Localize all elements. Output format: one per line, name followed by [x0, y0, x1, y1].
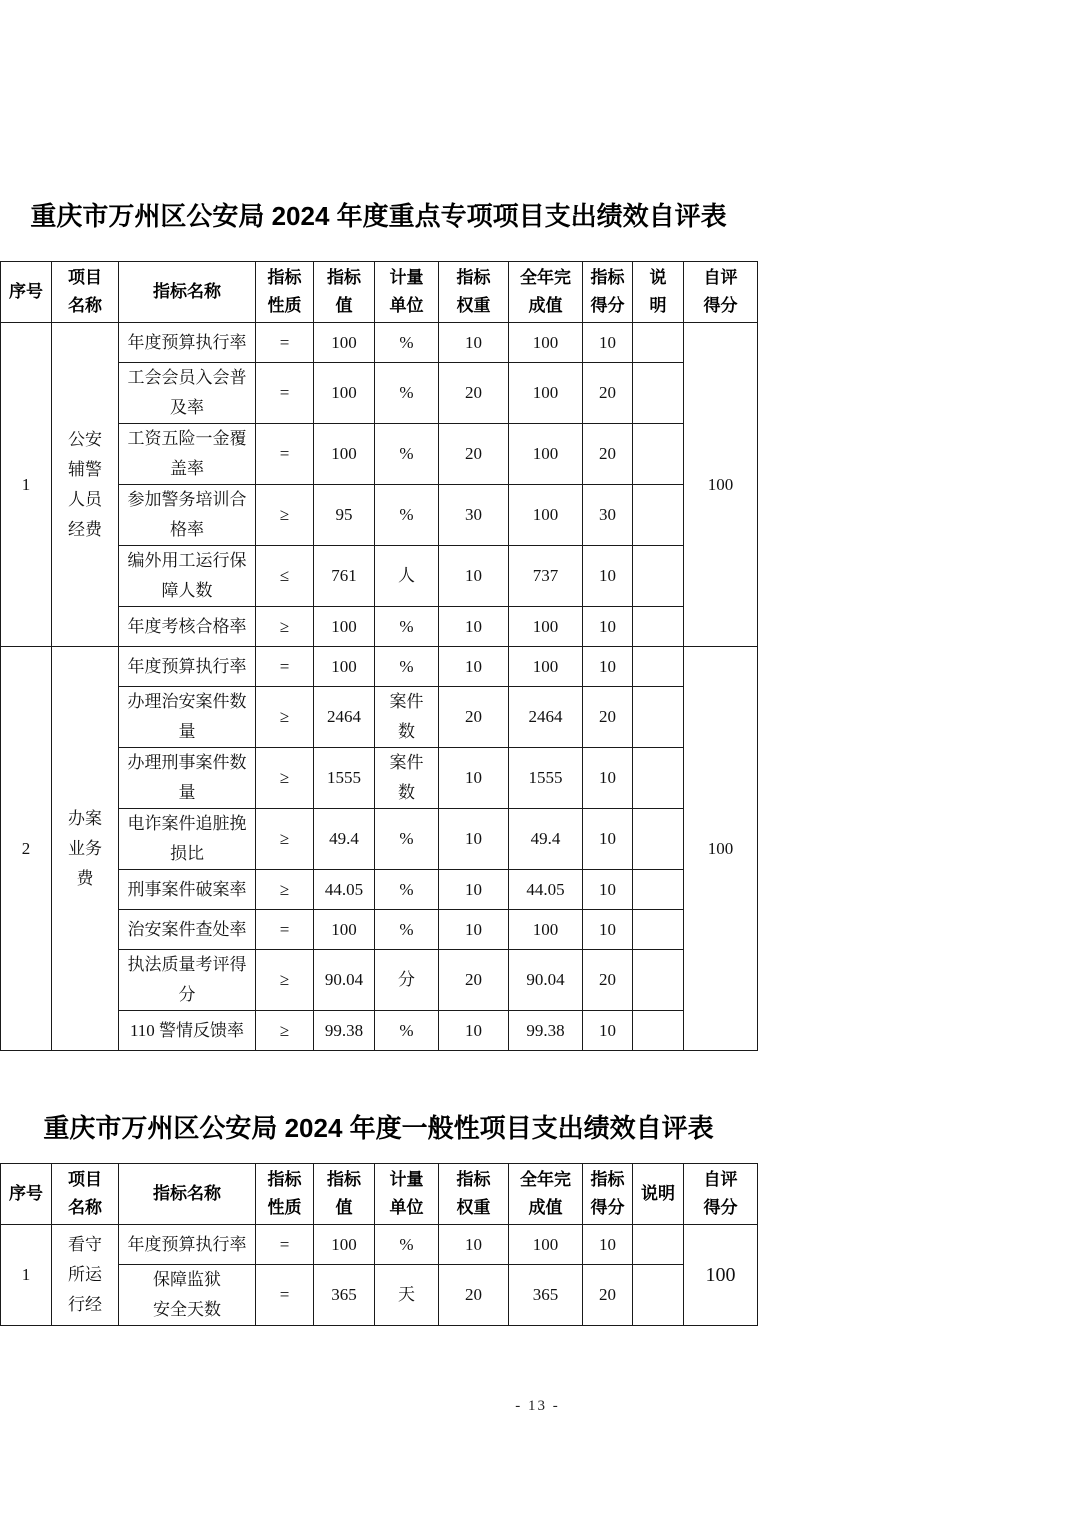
indicator-value-cell: 100: [314, 607, 375, 647]
seq-cell: 2: [1, 647, 52, 1051]
annual-value-cell: 100: [509, 910, 583, 950]
unit-cell: %: [375, 424, 439, 485]
score-cell: 20: [583, 363, 633, 424]
header-cell: 指标 值: [314, 1164, 375, 1225]
note-cell: [633, 1011, 684, 1051]
score-cell: 10: [583, 748, 633, 809]
indicator-name-cell: 治安案件查处率: [119, 910, 256, 950]
indicator-value-cell: 100: [314, 424, 375, 485]
weight-cell: 10: [439, 1011, 509, 1051]
note-cell: [633, 950, 684, 1011]
indicator-nature-cell: =: [256, 363, 314, 424]
page-number: - 13 -: [515, 1398, 560, 1414]
note-cell: [633, 748, 684, 809]
project-name-cell: 看守 所运 行经: [52, 1225, 119, 1326]
weight-cell: 20: [439, 687, 509, 748]
header-cell: 自评 得分: [684, 262, 758, 323]
weight-cell: 10: [439, 607, 509, 647]
annual-value-cell: 90.04: [509, 950, 583, 1011]
annual-value-cell: 100: [509, 1225, 583, 1265]
note-cell: [633, 1265, 684, 1326]
weight-cell: 10: [439, 647, 509, 687]
indicator-name-cell: 工会会员入会普 及率: [119, 363, 256, 424]
note-cell: [633, 424, 684, 485]
score-cell: 20: [583, 950, 633, 1011]
table2-general-projects: [0, 1163, 757, 1326]
indicator-nature-cell: ≥: [256, 687, 314, 748]
note-cell: [633, 323, 684, 363]
self-score-cell: 100: [684, 647, 758, 1051]
indicator-nature-cell: ≥: [256, 809, 314, 870]
weight-cell: 10: [439, 748, 509, 809]
unit-cell: 案件 数: [375, 748, 439, 809]
indicator-value-cell: 365: [314, 1265, 375, 1326]
indicator-value-cell: 1555: [314, 748, 375, 809]
note-cell: [633, 910, 684, 950]
unit-cell: %: [375, 870, 439, 910]
indicator-name-cell: 办理刑事案件数 量: [119, 748, 256, 809]
weight-cell: 20: [439, 1265, 509, 1326]
indicator-value-cell: 99.38: [314, 1011, 375, 1051]
note-cell: [633, 1225, 684, 1265]
weight-cell: 10: [439, 910, 509, 950]
score-cell: 10: [583, 1225, 633, 1265]
indicator-name-cell: 执法质量考评得 分: [119, 950, 256, 1011]
unit-cell: %: [375, 485, 439, 546]
header-cell: 项目 名称: [52, 1164, 119, 1225]
unit-cell: %: [375, 910, 439, 950]
score-cell: 10: [583, 809, 633, 870]
score-cell: 10: [583, 870, 633, 910]
indicator-nature-cell: ≥: [256, 748, 314, 809]
indicator-row: [1, 323, 758, 363]
indicator-nature-cell: ≥: [256, 607, 314, 647]
indicator-row: [1, 1225, 758, 1265]
indicator-value-cell: 44.05: [314, 870, 375, 910]
unit-cell: 分: [375, 950, 439, 1011]
score-cell: 10: [583, 1011, 633, 1051]
annual-value-cell: 2464: [509, 687, 583, 748]
annual-value-cell: 49.4: [509, 809, 583, 870]
seq-cell: 1: [1, 323, 52, 647]
header-cell: 说明: [633, 1164, 684, 1225]
score-cell: 20: [583, 687, 633, 748]
indicator-value-cell: 2464: [314, 687, 375, 748]
indicator-nature-cell: ≥: [256, 485, 314, 546]
selfeval-table: [0, 1163, 758, 1326]
indicator-value-cell: 100: [314, 1225, 375, 1265]
header-cell: 计量 单位: [375, 262, 439, 323]
annual-value-cell: 737: [509, 546, 583, 607]
weight-cell: 10: [439, 546, 509, 607]
unit-cell: %: [375, 809, 439, 870]
annual-value-cell: 99.38: [509, 1011, 583, 1051]
indicator-value-cell: 100: [314, 323, 375, 363]
header-cell: 指标 值: [314, 262, 375, 323]
seq-cell: 1: [1, 1225, 52, 1326]
score-cell: 10: [583, 546, 633, 607]
header-cell: 指标 性质: [256, 262, 314, 323]
score-cell: 10: [583, 323, 633, 363]
unit-cell: %: [375, 607, 439, 647]
score-cell: 30: [583, 485, 633, 546]
note-cell: [633, 687, 684, 748]
weight-cell: 10: [439, 323, 509, 363]
indicator-name-cell: 电诈案件追脏挽 损比: [119, 809, 256, 870]
note-cell: [633, 809, 684, 870]
indicator-nature-cell: ≥: [256, 870, 314, 910]
unit-cell: 天: [375, 1265, 439, 1326]
note-cell: [633, 485, 684, 546]
header-cell: 说 明: [633, 262, 684, 323]
indicator-name-cell: 年度预算执行率: [119, 1225, 256, 1265]
score-cell: 20: [583, 424, 633, 485]
indicator-name-cell: 参加警务培训合 格率: [119, 485, 256, 546]
weight-cell: 10: [439, 870, 509, 910]
indicator-value-cell: 90.04: [314, 950, 375, 1011]
indicator-nature-cell: =: [256, 910, 314, 950]
note-cell: [633, 607, 684, 647]
annual-value-cell: 100: [509, 607, 583, 647]
note-cell: [633, 546, 684, 607]
header-cell: 序号: [1, 262, 52, 323]
project-name-cell: 办案 业务 费: [52, 647, 119, 1051]
indicator-nature-cell: =: [256, 424, 314, 485]
header-cell: 全年完 成值: [509, 1164, 583, 1225]
indicator-value-cell: 49.4: [314, 809, 375, 870]
header-cell: 指标名称: [119, 262, 256, 323]
indicator-nature-cell: =: [256, 1265, 314, 1326]
header-cell: 指标 权重: [439, 1164, 509, 1225]
header-cell: 指标名称: [119, 1164, 256, 1225]
header-cell: 序号: [1, 1164, 52, 1225]
indicator-nature-cell: ≥: [256, 1011, 314, 1051]
weight-cell: 20: [439, 363, 509, 424]
annual-value-cell: 365: [509, 1265, 583, 1326]
annual-value-cell: 100: [509, 424, 583, 485]
weight-cell: 20: [439, 950, 509, 1011]
indicator-name-cell: 110 警情反馈率: [119, 1011, 256, 1051]
annual-value-cell: 100: [509, 647, 583, 687]
indicator-name-cell: 刑事案件破案率: [119, 870, 256, 910]
weight-cell: 20: [439, 424, 509, 485]
indicator-name-cell: 年度考核合格率: [119, 607, 256, 647]
weight-cell: 10: [439, 809, 509, 870]
note-cell: [633, 363, 684, 424]
unit-cell: %: [375, 1011, 439, 1051]
header-cell: 项目 名称: [52, 262, 119, 323]
unit-cell: 案件 数: [375, 687, 439, 748]
note-cell: [633, 870, 684, 910]
indicator-value-cell: 100: [314, 910, 375, 950]
annual-value-cell: 100: [509, 363, 583, 424]
score-cell: 20: [583, 1265, 633, 1326]
indicator-nature-cell: =: [256, 647, 314, 687]
table2-title: 重庆市万州区公安局 2024 年度一般性项目支出绩效自评表: [43, 1113, 714, 1143]
selfeval-table: [0, 261, 758, 1051]
indicator-name-cell: 保障监狱 安全天数: [119, 1265, 256, 1326]
self-score-cell: 100: [684, 323, 758, 647]
header-cell: 计量 单位: [375, 1164, 439, 1225]
annual-value-cell: 1555: [509, 748, 583, 809]
project-name-cell: 公安 辅警 人员 经费: [52, 323, 119, 647]
weight-cell: 30: [439, 485, 509, 546]
score-cell: 10: [583, 647, 633, 687]
indicator-row: [1, 647, 758, 687]
annual-value-cell: 100: [509, 323, 583, 363]
table1-key-projects: [0, 261, 757, 1051]
score-cell: 10: [583, 607, 633, 647]
score-cell: 10: [583, 910, 633, 950]
indicator-nature-cell: ≤: [256, 546, 314, 607]
indicator-value-cell: 100: [314, 363, 375, 424]
header-cell: 全年完 成值: [509, 262, 583, 323]
note-cell: [633, 647, 684, 687]
indicator-value-cell: 95: [314, 485, 375, 546]
unit-cell: %: [375, 363, 439, 424]
indicator-nature-cell: ≥: [256, 950, 314, 1011]
indicator-name-cell: 年度预算执行率: [119, 323, 256, 363]
self-score-cell: 100: [684, 1225, 758, 1326]
header-cell: 指标 权重: [439, 262, 509, 323]
indicator-value-cell: 761: [314, 546, 375, 607]
header-cell: 自评 得分: [684, 1164, 758, 1225]
unit-cell: %: [375, 323, 439, 363]
unit-cell: 人: [375, 546, 439, 607]
table1-title: 重庆市万州区公安局 2024 年度重点专项项目支出绩效自评表: [30, 201, 727, 231]
header-cell: 指标 得分: [583, 262, 633, 323]
indicator-name-cell: 办理治安案件数 量: [119, 687, 256, 748]
indicator-name-cell: 编外用工运行保 障人数: [119, 546, 256, 607]
header-cell: 指标 性质: [256, 1164, 314, 1225]
indicator-nature-cell: =: [256, 323, 314, 363]
annual-value-cell: 44.05: [509, 870, 583, 910]
unit-cell: %: [375, 647, 439, 687]
indicator-name-cell: 工资五险一金覆 盖率: [119, 424, 256, 485]
indicator-value-cell: 100: [314, 647, 375, 687]
indicator-name-cell: 年度预算执行率: [119, 647, 256, 687]
unit-cell: %: [375, 1225, 439, 1265]
header-cell: 指标 得分: [583, 1164, 633, 1225]
weight-cell: 10: [439, 1225, 509, 1265]
annual-value-cell: 100: [509, 485, 583, 546]
indicator-nature-cell: =: [256, 1225, 314, 1265]
